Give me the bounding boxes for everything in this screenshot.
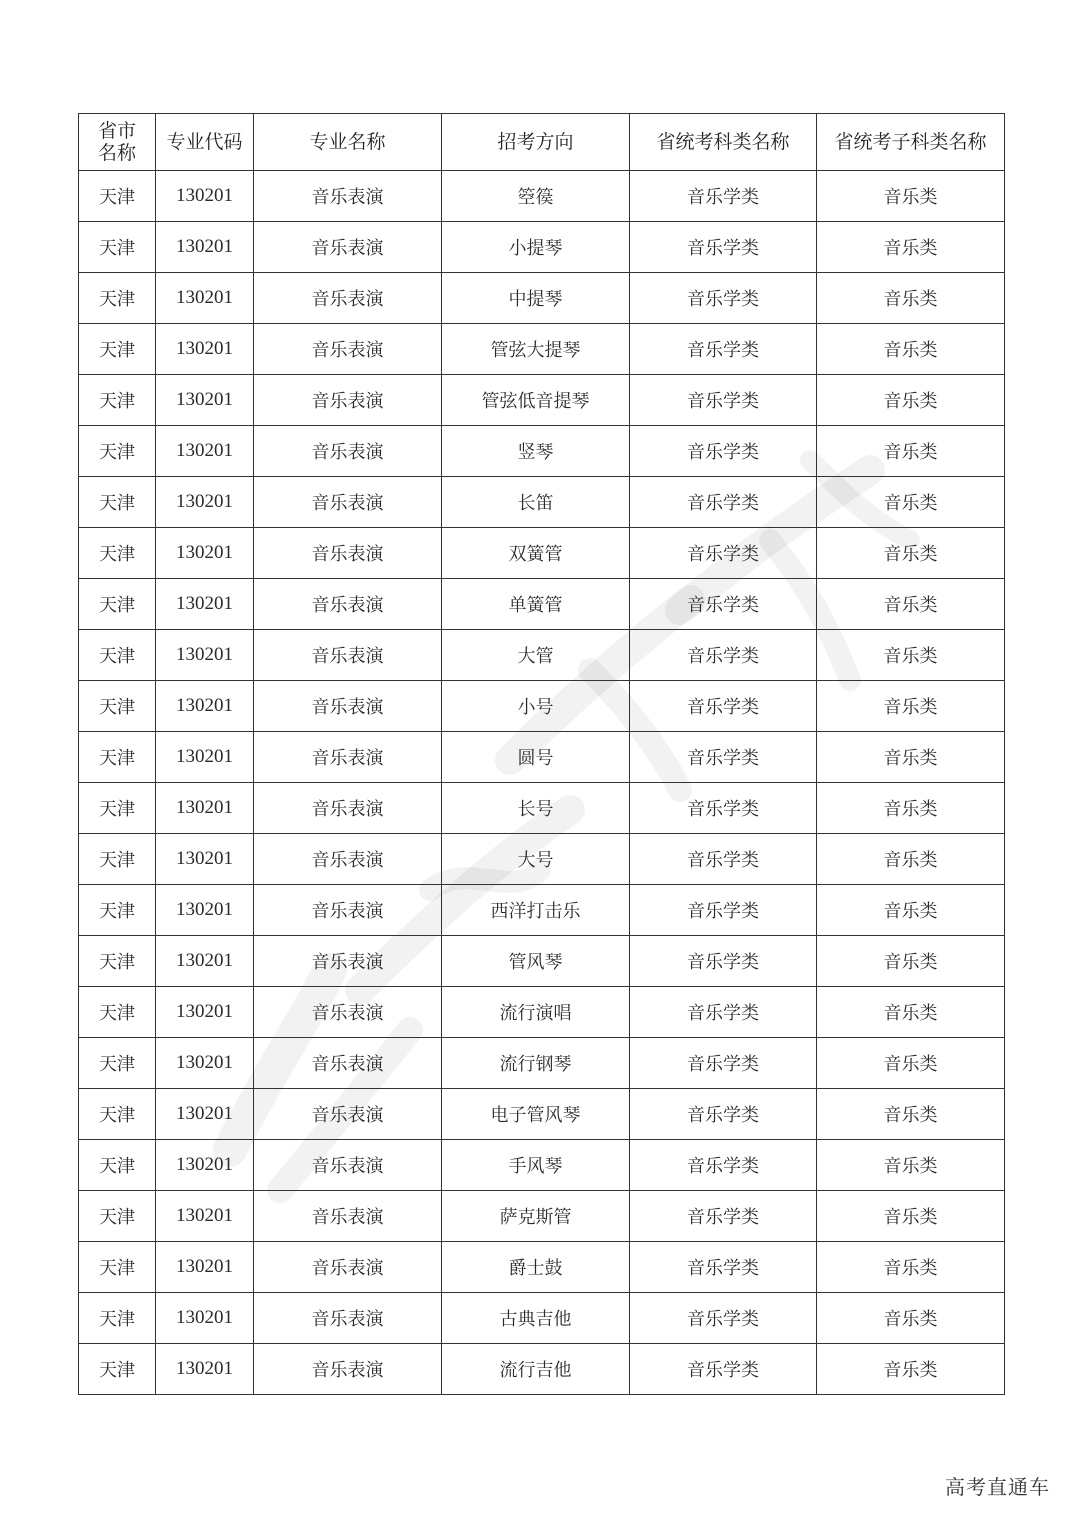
cell-exam-category: 音乐学类 — [630, 630, 817, 681]
cell-exam-subcategory: 音乐类 — [817, 987, 1005, 1038]
cell-province: 天津 — [79, 477, 156, 528]
cell-province: 天津 — [79, 936, 156, 987]
cell-major-code: 130201 — [156, 630, 254, 681]
cell-direction: 圆号 — [442, 732, 630, 783]
cell-exam-subcategory: 音乐类 — [817, 885, 1005, 936]
cell-direction: 单簧管 — [442, 579, 630, 630]
table-row — [79, 987, 1005, 1038]
table-row — [79, 732, 1005, 783]
table-row — [79, 1344, 1005, 1395]
cell-province: 天津 — [79, 528, 156, 579]
cell-exam-category: 音乐学类 — [630, 324, 817, 375]
admissions-table-container — [78, 113, 1004, 1395]
cell-direction: 古典吉他 — [442, 1293, 630, 1344]
footer-brand: 高考直通车 — [945, 1475, 1050, 1499]
cell-exam-category: 音乐学类 — [630, 579, 817, 630]
cell-major-code: 130201 — [156, 171, 254, 222]
cell-province: 天津 — [79, 426, 156, 477]
table-row — [79, 579, 1005, 630]
cell-direction: 管弦大提琴 — [442, 324, 630, 375]
cell-exam-subcategory: 音乐类 — [817, 834, 1005, 885]
cell-major-code: 130201 — [156, 528, 254, 579]
cell-direction: 管弦低音提琴 — [442, 375, 630, 426]
cell-major-code: 130201 — [156, 1140, 254, 1191]
cell-exam-category: 音乐学类 — [630, 273, 817, 324]
cell-exam-category: 音乐学类 — [630, 1089, 817, 1140]
cell-major-code: 130201 — [156, 1089, 254, 1140]
cell-exam-category: 音乐学类 — [630, 222, 817, 273]
cell-province: 天津 — [79, 732, 156, 783]
cell-province: 天津 — [79, 1038, 156, 1089]
cell-province: 天津 — [79, 987, 156, 1038]
cell-major-code: 130201 — [156, 1242, 254, 1293]
cell-exam-category: 音乐学类 — [630, 1191, 817, 1242]
cell-major-name: 音乐表演 — [254, 171, 442, 222]
cell-exam-subcategory: 音乐类 — [817, 273, 1005, 324]
table-row — [79, 630, 1005, 681]
cell-major-name: 音乐表演 — [254, 1038, 442, 1089]
cell-direction: 萨克斯管 — [442, 1191, 630, 1242]
cell-exam-category: 音乐学类 — [630, 171, 817, 222]
cell-exam-subcategory: 音乐类 — [817, 1089, 1005, 1140]
cell-exam-subcategory: 音乐类 — [817, 1140, 1005, 1191]
header-direction: 招考方向 — [442, 114, 630, 171]
cell-province: 天津 — [79, 1089, 156, 1140]
cell-major-code: 130201 — [156, 375, 254, 426]
cell-province: 天津 — [79, 171, 156, 222]
cell-major-name: 音乐表演 — [254, 375, 442, 426]
cell-exam-subcategory: 音乐类 — [817, 936, 1005, 987]
cell-major-name: 音乐表演 — [254, 1140, 442, 1191]
cell-province: 天津 — [79, 885, 156, 936]
cell-exam-subcategory: 音乐类 — [817, 681, 1005, 732]
cell-province: 天津 — [79, 1344, 156, 1395]
cell-province: 天津 — [79, 1293, 156, 1344]
cell-exam-category: 音乐学类 — [630, 1242, 817, 1293]
cell-exam-subcategory: 音乐类 — [817, 1344, 1005, 1395]
cell-province: 天津 — [79, 681, 156, 732]
cell-major-code: 130201 — [156, 222, 254, 273]
cell-major-name: 音乐表演 — [254, 1293, 442, 1344]
cell-province: 天津 — [79, 579, 156, 630]
header-province: 省市名称 — [79, 114, 156, 171]
cell-major-code: 130201 — [156, 732, 254, 783]
cell-major-name: 音乐表演 — [254, 1191, 442, 1242]
cell-exam-category: 音乐学类 — [630, 1293, 817, 1344]
cell-exam-category: 音乐学类 — [630, 834, 817, 885]
cell-exam-subcategory: 音乐类 — [817, 324, 1005, 375]
header-row — [79, 114, 1005, 171]
header-major-name: 专业名称 — [254, 114, 442, 171]
cell-exam-category: 音乐学类 — [630, 885, 817, 936]
cell-exam-category: 音乐学类 — [630, 987, 817, 1038]
table-row — [79, 1191, 1005, 1242]
cell-major-code: 130201 — [156, 426, 254, 477]
table-row — [79, 834, 1005, 885]
cell-major-name: 音乐表演 — [254, 834, 442, 885]
cell-direction: 长笛 — [442, 477, 630, 528]
cell-exam-subcategory: 音乐类 — [817, 630, 1005, 681]
cell-province: 天津 — [79, 222, 156, 273]
table-row — [79, 477, 1005, 528]
table-row — [79, 783, 1005, 834]
cell-major-code: 130201 — [156, 324, 254, 375]
cell-major-name: 音乐表演 — [254, 222, 442, 273]
table-row — [79, 324, 1005, 375]
table-row — [79, 885, 1005, 936]
cell-exam-category: 音乐学类 — [630, 936, 817, 987]
cell-direction: 手风琴 — [442, 1140, 630, 1191]
cell-direction: 电子管风琴 — [442, 1089, 630, 1140]
cell-major-code: 130201 — [156, 681, 254, 732]
cell-exam-category: 音乐学类 — [630, 681, 817, 732]
cell-exam-subcategory: 音乐类 — [817, 1038, 1005, 1089]
cell-direction: 流行演唱 — [442, 987, 630, 1038]
cell-exam-subcategory: 音乐类 — [817, 1242, 1005, 1293]
cell-major-name: 音乐表演 — [254, 324, 442, 375]
cell-exam-subcategory: 音乐类 — [817, 375, 1005, 426]
table-row — [79, 171, 1005, 222]
cell-exam-category: 音乐学类 — [630, 732, 817, 783]
cell-direction: 箜篌 — [442, 171, 630, 222]
table-body — [79, 171, 1005, 1395]
admissions-table — [78, 113, 1005, 1395]
cell-exam-category: 音乐学类 — [630, 783, 817, 834]
table-row — [79, 1242, 1005, 1293]
cell-exam-category: 音乐学类 — [630, 477, 817, 528]
cell-direction: 大号 — [442, 834, 630, 885]
cell-exam-subcategory: 音乐类 — [817, 579, 1005, 630]
cell-exam-category: 音乐学类 — [630, 1140, 817, 1191]
cell-major-code: 130201 — [156, 885, 254, 936]
cell-exam-subcategory: 音乐类 — [817, 222, 1005, 273]
cell-exam-category: 音乐学类 — [630, 426, 817, 477]
cell-exam-subcategory: 音乐类 — [817, 783, 1005, 834]
cell-exam-category: 音乐学类 — [630, 1344, 817, 1395]
cell-major-name: 音乐表演 — [254, 630, 442, 681]
header-major-code: 专业代码 — [156, 114, 254, 171]
cell-major-code: 130201 — [156, 834, 254, 885]
cell-direction: 小号 — [442, 681, 630, 732]
cell-exam-subcategory: 音乐类 — [817, 1293, 1005, 1344]
cell-major-name: 音乐表演 — [254, 783, 442, 834]
table-row — [79, 681, 1005, 732]
cell-major-code: 130201 — [156, 477, 254, 528]
cell-major-code: 130201 — [156, 987, 254, 1038]
cell-direction: 爵士鼓 — [442, 1242, 630, 1293]
cell-province: 天津 — [79, 1191, 156, 1242]
table-row — [79, 528, 1005, 579]
cell-major-name: 音乐表演 — [254, 579, 442, 630]
cell-province: 天津 — [79, 375, 156, 426]
cell-direction: 西洋打击乐 — [442, 885, 630, 936]
table-row — [79, 1140, 1005, 1191]
table-row — [79, 936, 1005, 987]
cell-direction: 中提琴 — [442, 273, 630, 324]
table-row — [79, 1293, 1005, 1344]
cell-major-name: 音乐表演 — [254, 273, 442, 324]
cell-major-name: 音乐表演 — [254, 1242, 442, 1293]
cell-major-name: 音乐表演 — [254, 528, 442, 579]
cell-direction: 流行钢琴 — [442, 1038, 630, 1089]
cell-major-code: 130201 — [156, 1191, 254, 1242]
table-row — [79, 1038, 1005, 1089]
header-exam-category: 省统考科类名称 — [630, 114, 817, 171]
cell-direction: 管风琴 — [442, 936, 630, 987]
cell-exam-category: 音乐学类 — [630, 528, 817, 579]
cell-major-code: 130201 — [156, 273, 254, 324]
cell-major-code: 130201 — [156, 1038, 254, 1089]
cell-major-name: 音乐表演 — [254, 477, 442, 528]
cell-exam-subcategory: 音乐类 — [817, 477, 1005, 528]
cell-major-code: 130201 — [156, 1293, 254, 1344]
cell-major-code: 130201 — [156, 783, 254, 834]
table-row — [79, 1089, 1005, 1140]
cell-major-name: 音乐表演 — [254, 1344, 442, 1395]
cell-major-name: 音乐表演 — [254, 732, 442, 783]
cell-exam-category: 音乐学类 — [630, 1038, 817, 1089]
cell-province: 天津 — [79, 630, 156, 681]
cell-province: 天津 — [79, 1242, 156, 1293]
cell-major-code: 130201 — [156, 936, 254, 987]
cell-major-code: 130201 — [156, 579, 254, 630]
table-row — [79, 426, 1005, 477]
cell-major-name: 音乐表演 — [254, 987, 442, 1038]
cell-exam-subcategory: 音乐类 — [817, 732, 1005, 783]
cell-major-name: 音乐表演 — [254, 936, 442, 987]
cell-major-code: 130201 — [156, 1344, 254, 1395]
cell-major-name: 音乐表演 — [254, 426, 442, 477]
cell-direction: 大管 — [442, 630, 630, 681]
cell-province: 天津 — [79, 273, 156, 324]
cell-exam-subcategory: 音乐类 — [817, 171, 1005, 222]
cell-province: 天津 — [79, 783, 156, 834]
cell-direction: 竖琴 — [442, 426, 630, 477]
table-header — [79, 114, 1005, 171]
cell-major-name: 音乐表演 — [254, 1089, 442, 1140]
table-row — [79, 222, 1005, 273]
cell-province: 天津 — [79, 324, 156, 375]
cell-direction: 长号 — [442, 783, 630, 834]
table-row — [79, 273, 1005, 324]
cell-direction: 双簧管 — [442, 528, 630, 579]
cell-province: 天津 — [79, 1140, 156, 1191]
cell-province: 天津 — [79, 834, 156, 885]
table-row — [79, 375, 1005, 426]
cell-exam-category: 音乐学类 — [630, 375, 817, 426]
cell-exam-subcategory: 音乐类 — [817, 1191, 1005, 1242]
cell-exam-subcategory: 音乐类 — [817, 528, 1005, 579]
cell-direction: 小提琴 — [442, 222, 630, 273]
header-exam-subcategory: 省统考子科类名称 — [817, 114, 1005, 171]
cell-direction: 流行吉他 — [442, 1344, 630, 1395]
cell-major-name: 音乐表演 — [254, 681, 442, 732]
cell-exam-subcategory: 音乐类 — [817, 426, 1005, 477]
cell-major-name: 音乐表演 — [254, 885, 442, 936]
